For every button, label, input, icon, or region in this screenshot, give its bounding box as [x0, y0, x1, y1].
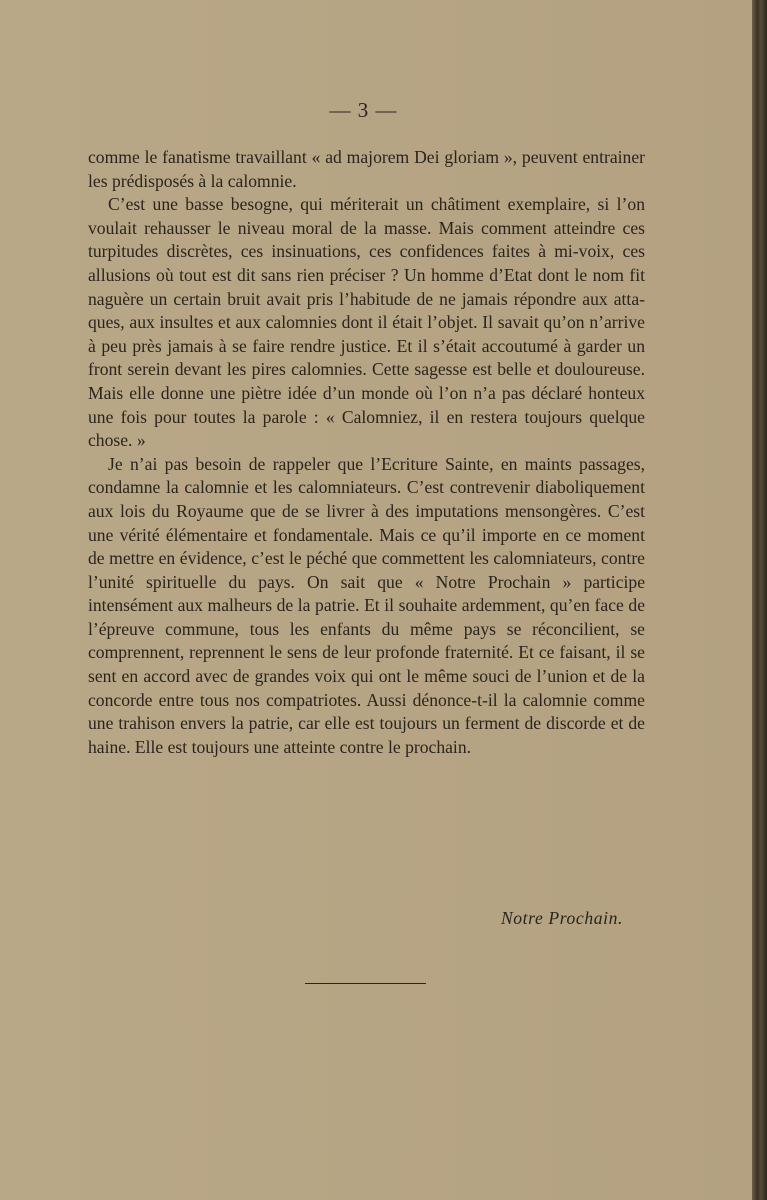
- body-text: [88, 146, 645, 759]
- paragraph-2: C’est une basse besogne, qui mériterait un châtiment exemplaire, si l’on voulait rehausser le niveau moral de la masse. Mais comment atteindre ces turpitudes discrètes, ces insinuations, ces confidences faites à mi-voix, ces allusions où tout est dit sans rien préciser ? Un homme d’Etat dont le nom fit naguère un certain bruit avait pris l’habitude de ne jamais répondre aux attaques, aux insultes et aux calomnies dont il était l’objet. Il savait qu’on n’arrive à peu près jamais à se faire rendre justice. Et il s’était accoutumé à garder un front serein devant les pires calomnies. Cette sagesse est belle et douloureuse. Mais elle donne une piètre idée d’un monde où l’on n’a pas déclaré honteux une fois pour toutes la parole : « Calomniez, il en restera toujours quelque chose. »: [88, 194, 645, 451]
- paragraph-1: comme le fanatisme travaillant « ad majorem Dei gloriam », peuvent entrainer les prédisposés à la calomnie.: [88, 147, 645, 191]
- page-edge-shadow: [752, 0, 767, 1200]
- paragraph-3: Je n’ai pas besoin de rappeler que l’Ecriture Sainte, en maints passages, condamne la calomnie et les calomniateurs. C’est contrevenir diaboliquement aux lois du Royaume que de se livrer à des imputations mensongères. C’est une vérité élémentaire et fondamentale. Mais ce qu’il importe en ce moment de mettre en évidence, c’est le péché que commettent les calomniateurs, contre l’unité spirituelle du pays. On sait que « Notre Prochain » participe intensément aux malheurs de la patrie. Et il souhaite ardemment, qu’en face de l’épreuve commune, tous les enfants du même pays se réconcilient, se comprennent, reprennent le sens de leur profonde fraternité. Et ce faisant, il se sent en accord avec de grandes voix qui ont le même souci de l’union et de la concorde entre tous nos compatriotes. Aussi dénonce-t-il la calomnie comme une trahison envers la patrie, car elle est toujours un ferment de discorde et de haine. Elle est toujours une atteinte contre le prochain.: [88, 453, 645, 757]
- page-number: — 3 —: [329, 98, 398, 122]
- horizontal-rule: [305, 983, 426, 984]
- signature: Notre Prochain.: [500, 908, 623, 928]
